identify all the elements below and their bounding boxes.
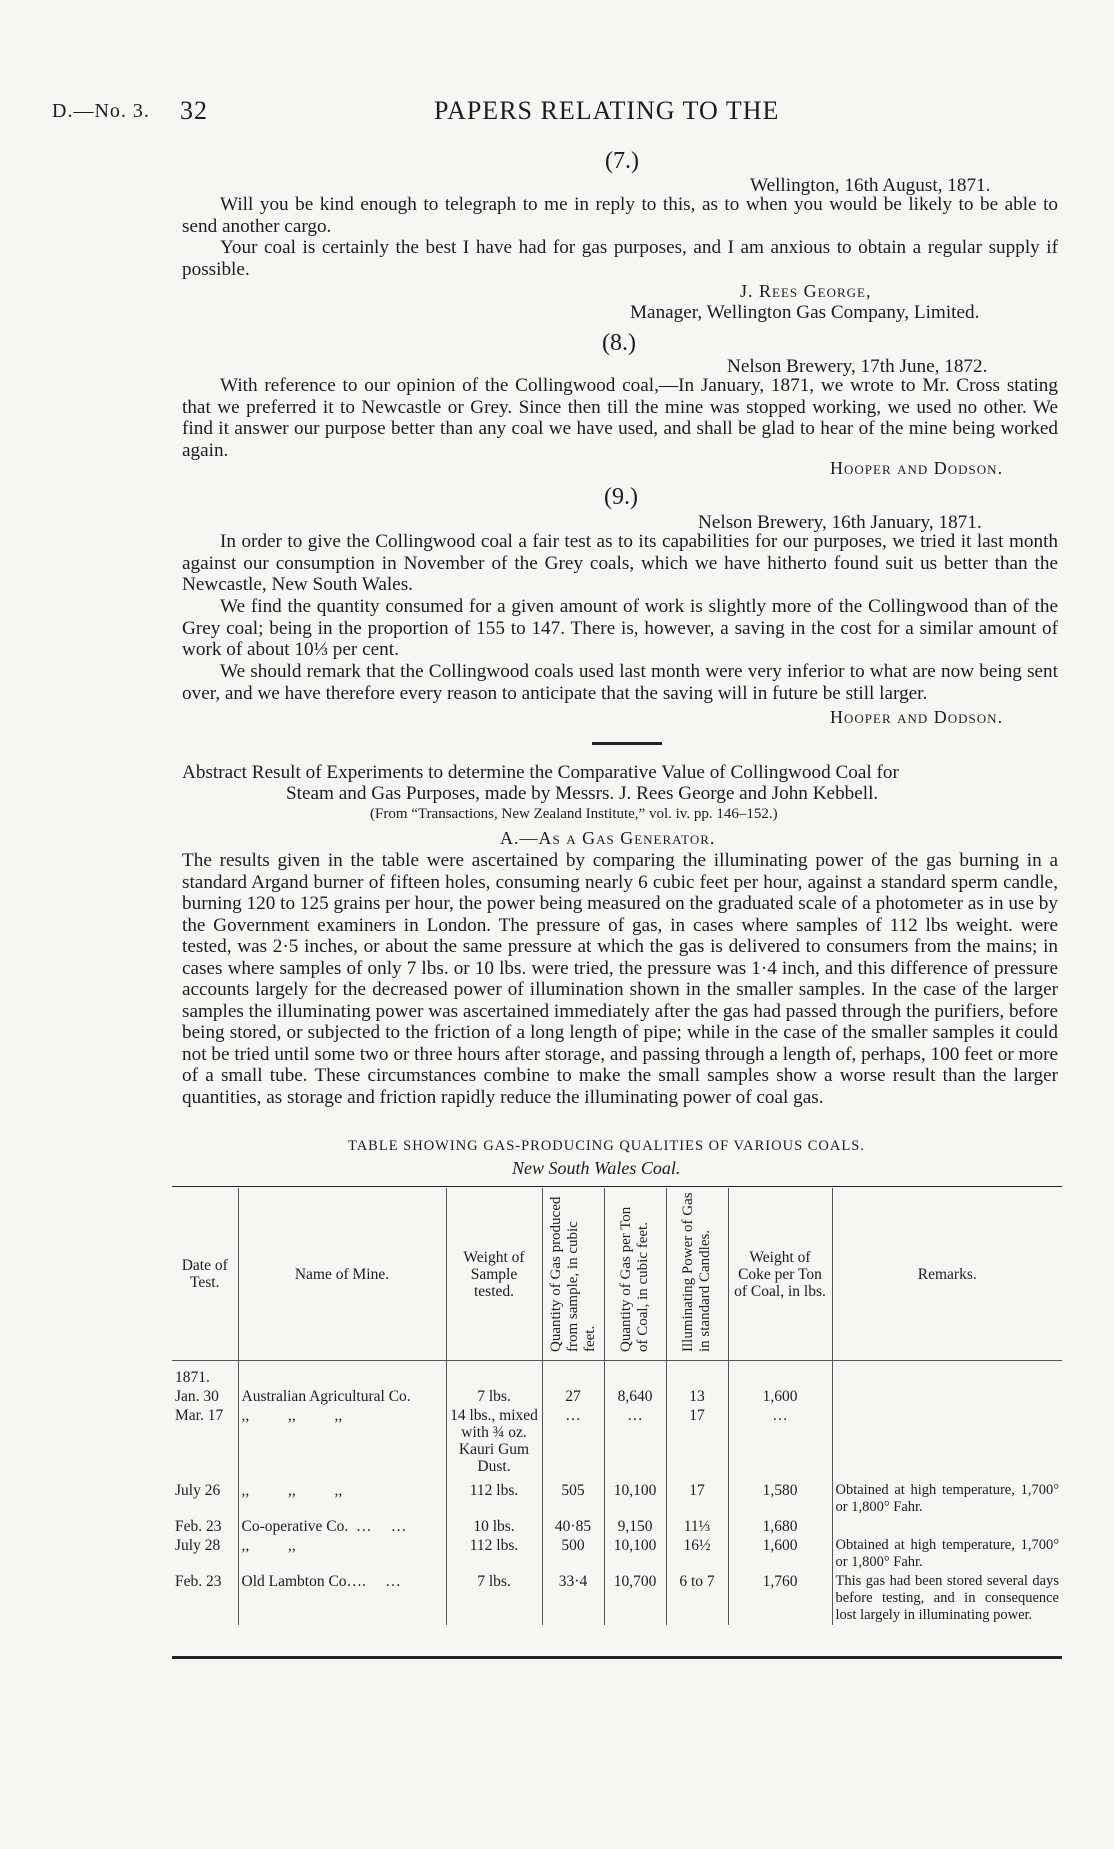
abstract-heading-line-1: Abstract Result of Experiments to determine the Comparative Value of Collingwood Coal for xyxy=(182,762,899,783)
row-weight: 7 lbs. xyxy=(446,1387,542,1406)
header-qty-sample-cell xyxy=(542,1188,604,1361)
letter-7-paragraph-2 xyxy=(182,237,1058,280)
row-weight: 112 lbs. xyxy=(446,1476,542,1517)
letter-9-dateline: Nelson Brewery, 16th January, 1871. xyxy=(698,512,982,533)
letter-9-text-1: In order to give the Collingwood coal a fair test as to its capabilities for our purposes, we tried it last month against our consumption in November of the Grey coals, which we have hitherto found suit us better than the Newcastle, New South Wales. xyxy=(182,531,1058,595)
row-date: Feb. 23 xyxy=(175,1573,222,1590)
row-coke: 1,580 xyxy=(728,1476,832,1517)
letter-9-signature: Hooper and Dodson. xyxy=(830,707,1004,727)
row-qty-sample: 505 xyxy=(542,1476,604,1517)
letter-7-dateline: Wellington, 16th August, 1871. xyxy=(750,175,991,196)
row-coke: 1,600 xyxy=(728,1536,832,1572)
row-qty-sample: 33·4 xyxy=(542,1572,604,1625)
row-weight: 112 lbs. xyxy=(446,1536,542,1572)
table-row xyxy=(172,1387,1062,1406)
table-year-row xyxy=(172,1361,1062,1388)
header-mine: Name of Mine. xyxy=(238,1188,446,1361)
row-date: Feb. 23 xyxy=(175,1518,222,1535)
row-power: 6 to 7 xyxy=(666,1572,728,1625)
row-power: 11⅓ xyxy=(666,1517,728,1536)
table-top-rule xyxy=(172,1186,1062,1187)
header-weight: Weight of Sample tested. xyxy=(446,1188,542,1361)
table-bottom-rule xyxy=(172,1656,1062,1659)
row-remarks: This gas had been stored several days before testing, and in consequence lost largely in illuminating power. xyxy=(832,1572,1062,1625)
letter-7-signature: J. Rees George, xyxy=(740,281,872,301)
row-qty-ton: 8,640 xyxy=(604,1387,666,1406)
row-qty-sample: 27 xyxy=(542,1387,604,1406)
letter-8-dateline: Nelson Brewery, 17th June, 1872. xyxy=(727,356,988,377)
letter-7-signature-title: Manager, Wellington Gas Company, Limited. xyxy=(630,302,980,323)
section-separator xyxy=(592,742,662,745)
row-qty-ton: … xyxy=(604,1406,666,1476)
row-remarks xyxy=(832,1387,1062,1406)
row-power: 17 xyxy=(666,1476,728,1517)
header-qty-ton: Quantity of Gas per Ton of Coal, in cubic feet. xyxy=(618,1206,651,1352)
letter-7-text-1: Will you be kind enough to telegraph to me in reply to this, as to when you would be likely to be able to send another cargo. xyxy=(182,194,1058,237)
row-qty-sample: 40·85 xyxy=(542,1517,604,1536)
gas-qualities-table xyxy=(172,1188,1062,1625)
row-qty-sample: 500 xyxy=(542,1536,604,1572)
row-power: 17 xyxy=(666,1406,728,1476)
row-qty-ton: 9,150 xyxy=(604,1517,666,1536)
table-row xyxy=(172,1406,1062,1476)
header-qty-sample: Quantity of Gas produced from sample, in cubic feet. xyxy=(547,1196,598,1352)
letter-9-paragraph-2 xyxy=(182,596,1058,661)
table-row xyxy=(172,1476,1062,1517)
row-remarks: Obtained at high temperature, 1,700° or 1,800° Fahr. xyxy=(832,1536,1062,1572)
letter-8-paragraph-1 xyxy=(182,375,1058,461)
row-coke: 1,680 xyxy=(728,1517,832,1536)
row-remarks xyxy=(832,1517,1062,1536)
document-ref: D.—No. 3. xyxy=(52,100,150,122)
row-weight: 14 lbs., mixed with ¾ oz. Kauri Gum Dust. xyxy=(446,1406,542,1476)
header-date: Date of Test. xyxy=(172,1188,238,1361)
page-number: 32 xyxy=(180,96,208,125)
abstract-source: (From “Transactions, New Zealand Institute,” vol. iv. pp. 146–152.) xyxy=(370,806,778,822)
row-mine: ,, ,, xyxy=(238,1536,446,1572)
row-mine: Old Lambton Co…. … xyxy=(238,1572,446,1625)
row-weight: 7 lbs. xyxy=(446,1572,542,1625)
page-title: PAPERS RELATING TO THE xyxy=(434,96,780,125)
table-subtitle: New South Wales Coal. xyxy=(512,1158,681,1178)
header-power-cell xyxy=(666,1188,728,1361)
row-date: July 28 xyxy=(175,1537,221,1554)
row-qty-ton: 10,100 xyxy=(604,1476,666,1517)
letter-8-number: (8.) xyxy=(602,330,636,356)
row-date: Mar. 17 xyxy=(175,1407,224,1424)
year-cell: 1871. xyxy=(175,1369,210,1386)
row-date: July 26 xyxy=(175,1482,221,1499)
letter-7-number: (7.) xyxy=(605,148,639,174)
table-row xyxy=(172,1536,1062,1572)
row-remarks xyxy=(832,1406,1062,1476)
row-date: Jan. 30 xyxy=(175,1388,219,1405)
header-coke: Weight of Coke per Ton of Coal, in lbs. xyxy=(728,1188,832,1361)
abstract-body: The results given in the table were ascertained by comparing the illuminating power of the gas burning in a standard Argand burner of fifteen holes, consuming nearly 6 cubic feet per hour, against a standard sperm candle, burning 120 to 125 grains per hour, the power being measured on the graduated scale of a photometer as in use by the Government examiners in London. The pressure of gas, in cases where samples of 112 lbs weight. were tested, was 2·5 inches, or about the same pressure at which the gas is delivered to consumers from the mains; in cases where samples of only 7 lbs. or 10 lbs. were tried, the pressure was 1·4 inch, and this difference of pressure accounts largely for the decreased power of illumination shown in the smaller samples. In the case of the larger samples the illuminating power was ascertained immediately after the gas had passed through the purifiers, before being stored, or subjected to the friction of a long length of pipe; while in the case of the smaller samples it could not be tried until some two or three hours after storage, and passing through a length of, perhaps, 100 feet or more of a small tube. These circumstances combine to make the small samples show a worse result than the larger quantities, as storage and friction rapidly reduce the illuminating power of coal gas. xyxy=(182,850,1058,1108)
letter-7-text-2: Your coal is certainly the best I have had for gas purposes, and I am anxious to obtain a regular supply if possible. xyxy=(182,237,1058,280)
row-coke: 1,600 xyxy=(728,1387,832,1406)
row-coke: … xyxy=(728,1406,832,1476)
letter-9-text-3: We should remark that the Collingwood coals used last month were very inferior to what are now being sent over, and we have therefore every reason to anticipate that the saving will in future be still larger. xyxy=(182,661,1058,704)
row-power: 16½ xyxy=(666,1536,728,1572)
row-coke: 1,760 xyxy=(728,1572,832,1625)
letter-9-paragraph-3 xyxy=(182,661,1058,704)
row-mine: Australian Agricultural Co. xyxy=(238,1387,446,1406)
header-qty-ton-cell xyxy=(604,1188,666,1361)
row-mine: Co-operative Co. … … xyxy=(238,1517,446,1536)
letter-8-text-1: With reference to our opinion of the Collingwood coal,—In January, 1871, we wrote to Mr. Cross stating that we preferred it to Newcastle or Grey. Since then till the mine was stopped working, we used no other. We find it answer our purpose better than any coal we have used, and shall be glad to hear of the mine being worked again. xyxy=(182,375,1058,461)
table-row xyxy=(172,1572,1062,1625)
row-mine: ,, ,, ,, xyxy=(238,1476,446,1517)
row-mine: ,, ,, ,, xyxy=(238,1406,446,1476)
row-qty-sample: … xyxy=(542,1406,604,1476)
row-qty-ton: 10,700 xyxy=(604,1572,666,1625)
letter-7-paragraph-1 xyxy=(182,194,1058,237)
letter-8-signature: Hooper and Dodson. xyxy=(830,458,1004,478)
table-row xyxy=(172,1517,1062,1536)
letter-9-text-2: We find the quantity consumed for a given amount of work is slightly more of the Collingwood than of the Grey coal; being in the proportion of 155 to 147. There is, however, a saving in the cost for a similar amount of work of about 10⅓ per cent. xyxy=(182,596,1058,660)
row-remarks: Obtained at high temperature, 1,700° or 1,800° Fahr. xyxy=(832,1476,1062,1517)
abstract-section-heading: A.—As a Gas Generator. xyxy=(500,828,716,848)
letter-9-number: (9.) xyxy=(604,484,638,510)
abstract-heading-line-2: Steam and Gas Purposes, made by Messrs. J. Rees George and John Kebbell. xyxy=(286,783,879,804)
row-power: 13 xyxy=(666,1387,728,1406)
table-header-row xyxy=(172,1188,1062,1361)
row-qty-ton: 10,100 xyxy=(604,1536,666,1572)
header-power: Illuminating Power of Gas in standard Candles. xyxy=(680,1192,713,1352)
row-weight: 10 lbs. xyxy=(446,1517,542,1536)
table-title: TABLE SHOWING GAS-PRODUCING QUALITIES OF VARIOUS COALS. xyxy=(348,1138,865,1154)
header-remarks: Remarks. xyxy=(832,1188,1062,1361)
letter-9-paragraph-1 xyxy=(182,531,1058,596)
